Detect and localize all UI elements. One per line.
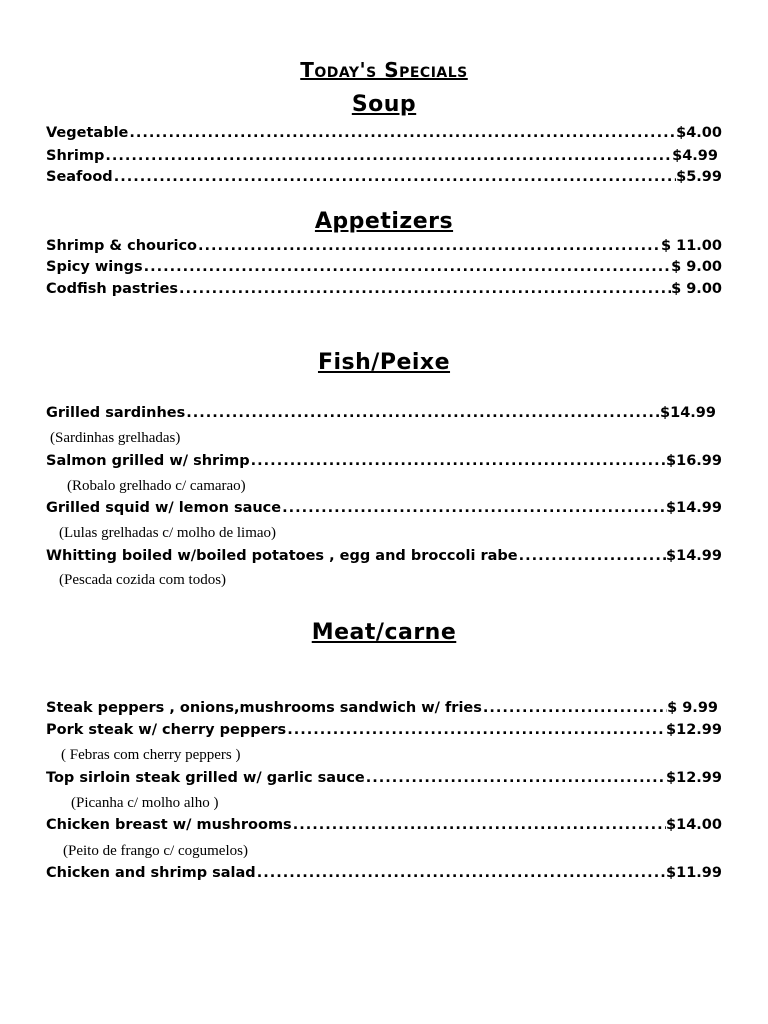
menu-item: [46, 770, 722, 790]
item-translation: ( Febras com cherry peppers ): [61, 747, 241, 763]
item-translation: (Peito de frango c/ cogumelos): [63, 843, 248, 859]
item-price: $4.99: [672, 148, 718, 164]
menu-item: [46, 238, 722, 258]
item-name: Grilled squid w/ lemon sauce: [46, 500, 282, 516]
item-price: $ 9.00: [671, 259, 722, 275]
item-name: Whitting boiled w/boiled potatoes , egg and broccoli rabe: [46, 548, 518, 564]
menu-item: [46, 817, 722, 837]
section-heading-fish: Fish/Peixe: [317, 350, 451, 375]
dot-leader: [104, 148, 672, 164]
dot-leader: [250, 453, 666, 469]
item-translation: (Pescada cozida com todos): [59, 572, 227, 588]
menu-item: [46, 453, 722, 473]
item-translation: (Picanha c/ molho alho ): [71, 795, 219, 811]
menu-item: [46, 865, 722, 885]
item-name: Salmon grilled w/ shrimp: [46, 453, 250, 469]
menu-item: [46, 700, 718, 720]
dot-leader: [113, 169, 676, 185]
item-price: $14.00: [666, 817, 722, 833]
item-name: Codfish pastries: [46, 281, 179, 297]
section-heading-appetizers: Appetizers: [314, 209, 454, 234]
dot-leader: [178, 281, 671, 297]
dot-leader: [286, 722, 666, 738]
dot-leader: [518, 548, 666, 564]
item-name: Pork steak w/ cherry peppers: [46, 722, 287, 738]
item-price: $5.99: [676, 169, 722, 185]
menu-item: [46, 548, 722, 568]
dot-leader: [143, 259, 671, 275]
item-price: $11.99: [666, 865, 722, 881]
menu-item: [46, 259, 722, 279]
menu-item: [46, 169, 722, 189]
item-price: $ 9.99: [667, 700, 718, 716]
menu-item: [46, 281, 722, 301]
menu-item: [46, 722, 722, 742]
item-name: Top sirloin steak grilled w/ garlic sauce: [46, 770, 365, 786]
item-price: $14.99: [666, 548, 722, 564]
item-translation: (Robalo grelhado c/ camarao): [67, 478, 246, 494]
dot-leader: [256, 865, 666, 881]
dot-leader: [281, 500, 666, 516]
item-price: $4.00: [676, 125, 722, 141]
item-price: $ 9.00: [671, 281, 722, 297]
item-price: $14.99: [666, 500, 722, 516]
item-translation: (Sardinhas grelhadas): [50, 430, 181, 446]
item-name: Steak peppers , onions,mushrooms sandwich w/ fries: [46, 700, 482, 716]
item-price: $12.99: [666, 770, 722, 786]
item-name: Spicy wings: [46, 259, 143, 275]
dot-leader: [185, 405, 660, 421]
dot-leader: [292, 817, 666, 833]
item-price: $12.99: [666, 722, 722, 738]
dot-leader: [482, 700, 667, 716]
item-name: Seafood: [46, 169, 113, 185]
page-title: Today's Specials: [300, 58, 468, 82]
item-name: Shrimp & chourico: [46, 238, 197, 254]
item-name: Shrimp: [46, 148, 105, 164]
menu-item: [46, 405, 716, 425]
item-name: Grilled sardinhes: [46, 405, 186, 421]
dot-leader: [197, 238, 661, 254]
item-price: $16.99: [666, 453, 722, 469]
item-name: Chicken breast w/ mushrooms: [46, 817, 292, 833]
section-heading-soup: Soup: [351, 92, 417, 117]
item-name: Vegetable: [46, 125, 129, 141]
menu-item: [46, 125, 722, 145]
item-translation: (Lulas grelhadas c/ molho de limao): [59, 525, 277, 541]
menu-item: [46, 148, 718, 168]
item-price: $14.99: [660, 405, 716, 421]
item-name: Chicken and shrimp salad: [46, 865, 256, 881]
item-price: $ 11.00: [660, 238, 722, 254]
dot-leader: [365, 770, 666, 786]
menu-item: [46, 500, 722, 520]
dot-leader: [128, 125, 676, 141]
section-heading-meat: Meat/carne: [311, 620, 457, 645]
